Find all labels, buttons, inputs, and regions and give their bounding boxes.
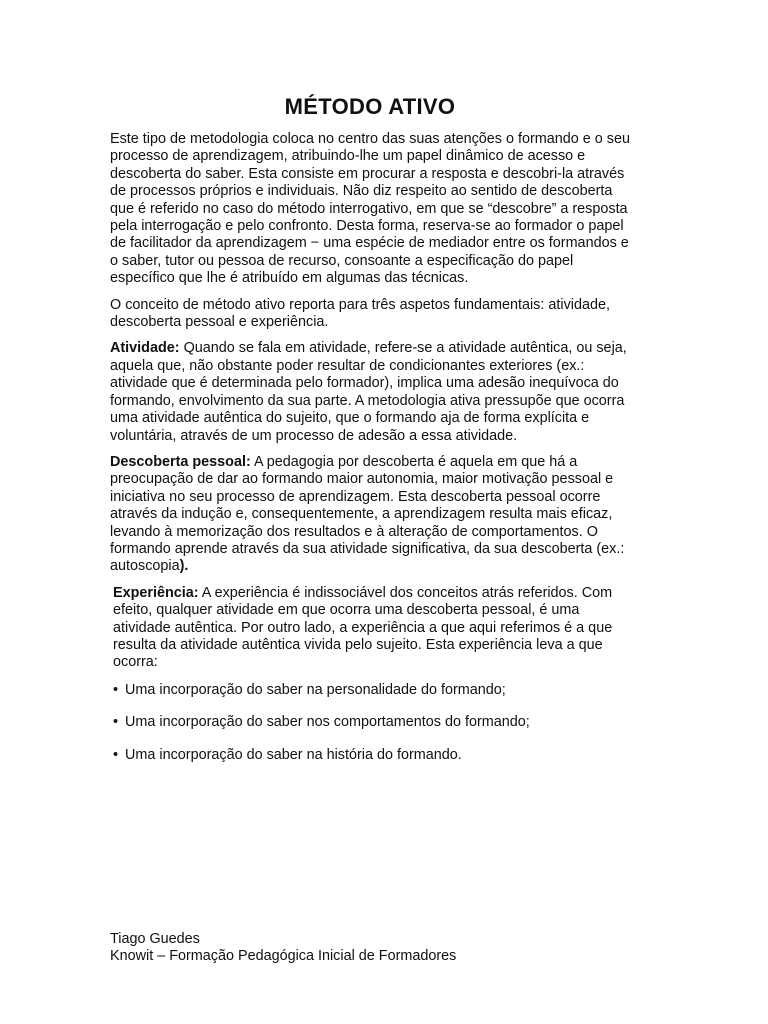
experiencia-label: Experiência: <box>113 584 199 601</box>
atividade-paragraph <box>110 340 630 444</box>
atividade-text: Quando se fala em atividade, refere-se a atividade autêntica, ou seja, aquela que, não obstante poder resultar de condicionantes exteriores (ex.: atividade que é determinada pelo formador), implica uma adesão inequívoca do formando, envolvimento da sua parte. A metodologia ativa pressupõe que ocorra uma atividade autêntica do sujeito, que o formando aja de forma explícita e voluntária, através de um processo de adesão a essa atividade. <box>110 340 627 444</box>
page-footer <box>110 931 456 966</box>
bullet-icon: • <box>113 714 119 731</box>
footer-organization: Knowit – Formação Pedagógica Inicial de Formadores <box>110 948 457 965</box>
descoberta-paragraph <box>110 454 630 576</box>
concept-paragraph: O conceito de método ativo reporta para três aspetos fundamentais: atividade, descoberta pessoal e experiência. <box>110 296 610 331</box>
bullet-list <box>110 682 630 764</box>
list-item-text: Uma incorporação do saber na personalidade do formando; <box>125 681 506 698</box>
list-item-text: Uma incorporação do saber nos comportamentos do formando; <box>125 714 530 731</box>
intro-paragraph: Este tipo de metodologia coloca no centro das suas atenções o formando e o seu processo de aprendizagem, atribuindo-lhe um papel dinâmico de acesso e descoberta do saber. Esta consiste em procurar a resposta e descobri-la através de processos próprios e individuais. Não diz respeito ao sentido de descoberta que é referido no caso do método interrogativo, em que se “descobre” a resposta pela interrogação e pelo confronto. Desta forma, reserva-se ao formador o papel de facilitador da aprendizagem − uma espécie de mediador entre os formandos e o saber, tutor ou pessoa de recurso, consoante a especificação do papel específico que lhe é atribuído em algumas das técnicas. <box>110 131 630 287</box>
document-body <box>110 93 630 779</box>
experiencia-paragraph <box>113 585 630 672</box>
list-item-text: Uma incorporação do saber na história do formando. <box>125 746 462 763</box>
bullet-icon: • <box>113 746 119 763</box>
bullet-icon: • <box>113 681 119 698</box>
list-item <box>113 682 630 699</box>
descoberta-text: A pedagogia por descoberta é aquela em que há a preocupação de dar ao formando maior autonomia, maior motivação pessoal e iniciativa no seu processo de aprendizagem. Esta descoberta pessoal ocorre através da indução e, consequentemente, a aprendizagem resulta mais eficaz, levando à memorização dos resultados e à alteração de comportamentos. O formando aprende através da sua atividade significativa, da sua descoberta (ex.: autoscopia <box>110 453 625 575</box>
page-title: MÉTODO ATIVO <box>284 94 456 119</box>
footer-author: Tiago Guedes <box>110 931 200 947</box>
descoberta-label: Descoberta pessoal: <box>110 453 251 470</box>
list-item <box>113 714 630 731</box>
experiencia-text: A experiência é indissociável dos conceitos atrás referidos. Com efeito, qualquer atividade em que ocorra uma descoberta pessoal, é uma atividade autêntica. Por outro lado, a experiência a que aqui referimos é a que resulta da atividade autêntica vivida pelo sujeito. Esta experiência leva a que ocorra: <box>113 584 613 671</box>
list-item <box>113 747 630 764</box>
atividade-label: Atividade: <box>110 340 180 357</box>
descoberta-closing: ). <box>179 558 189 575</box>
